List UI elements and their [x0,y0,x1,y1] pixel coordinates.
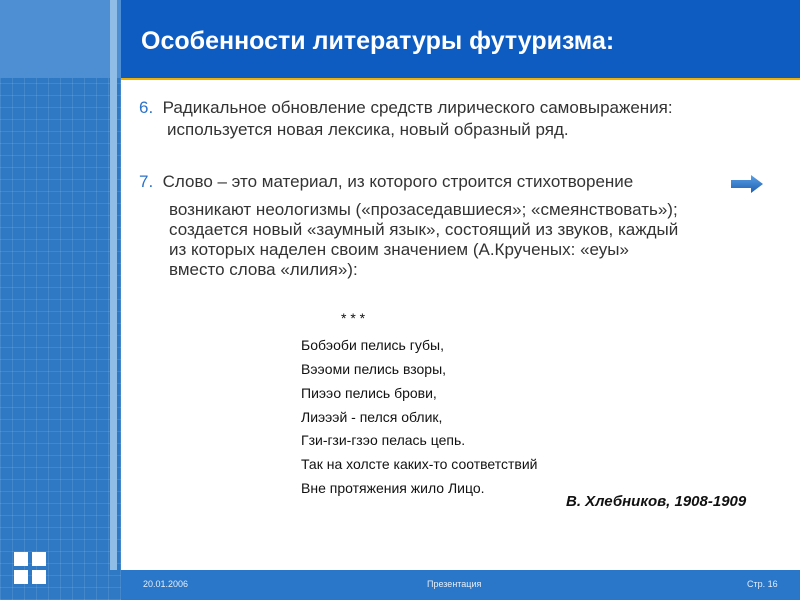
footer-title: Презентация [427,579,482,589]
poem-line: Лиэээй - пелся облик, [301,409,443,425]
right-arrow-icon [731,175,763,193]
logo-square [32,552,46,566]
item-6-line-1 [139,98,673,118]
poem-line: Бобэоби пелись губы, [301,337,444,353]
four-squares-logo-icon [14,552,46,584]
item-6-line-2: используется новая лексика, новый образный ряд. [167,120,569,139]
slide-header [121,0,800,78]
item-7-line-5: вместо слова «лилия»): [169,260,358,279]
poem-line: Гзи-гзи-гзэо пелась цепь. [301,432,466,448]
sidebar-stripe [110,0,117,570]
poem-line: Пиээо пелись брови, [301,385,437,401]
footer-date: 20.01.2006 [143,579,189,589]
poem-author: В. Хлебников, 1908-1909 [566,493,747,510]
sidebar-top-block [0,0,121,78]
logo-square [32,570,46,584]
item-7-line-1 [139,172,633,192]
footer-page-number: Стр. 16 [747,579,778,589]
poem-stars: * * * [341,310,366,326]
item-6-text-1: Радикальное обновление средств лирического самовыражения: [162,98,673,117]
sidebar-panel [0,0,121,600]
item-6-number: 6. [139,98,154,117]
slide-title: Особенности литературы футуризма: [141,27,615,55]
poem-line: Так на холсте каких-то соответствий [301,456,538,472]
logo-square [14,570,28,584]
poem-line: Вээоми пелись взоры, [301,361,447,377]
item-7-line-3: создается новый «заумный язык», состоящий из звуков, каждый [169,220,679,239]
logo-square [14,552,28,566]
slide-content [121,80,800,570]
item-7-line-2: возникают неологизмы («прозаседавшиеся»; «смеянствовать»); [169,200,678,219]
item-7-text-1: Слово – это материал, из которого строится стихотворение [162,172,634,191]
item-7-line-4: из которых наделен своим значением (А.Крученых: «еуы» [169,240,629,259]
slide-footer [121,570,800,600]
poem-line: Вне протяжения жило Лицо. [301,480,485,496]
item-7-number: 7. [139,172,154,191]
